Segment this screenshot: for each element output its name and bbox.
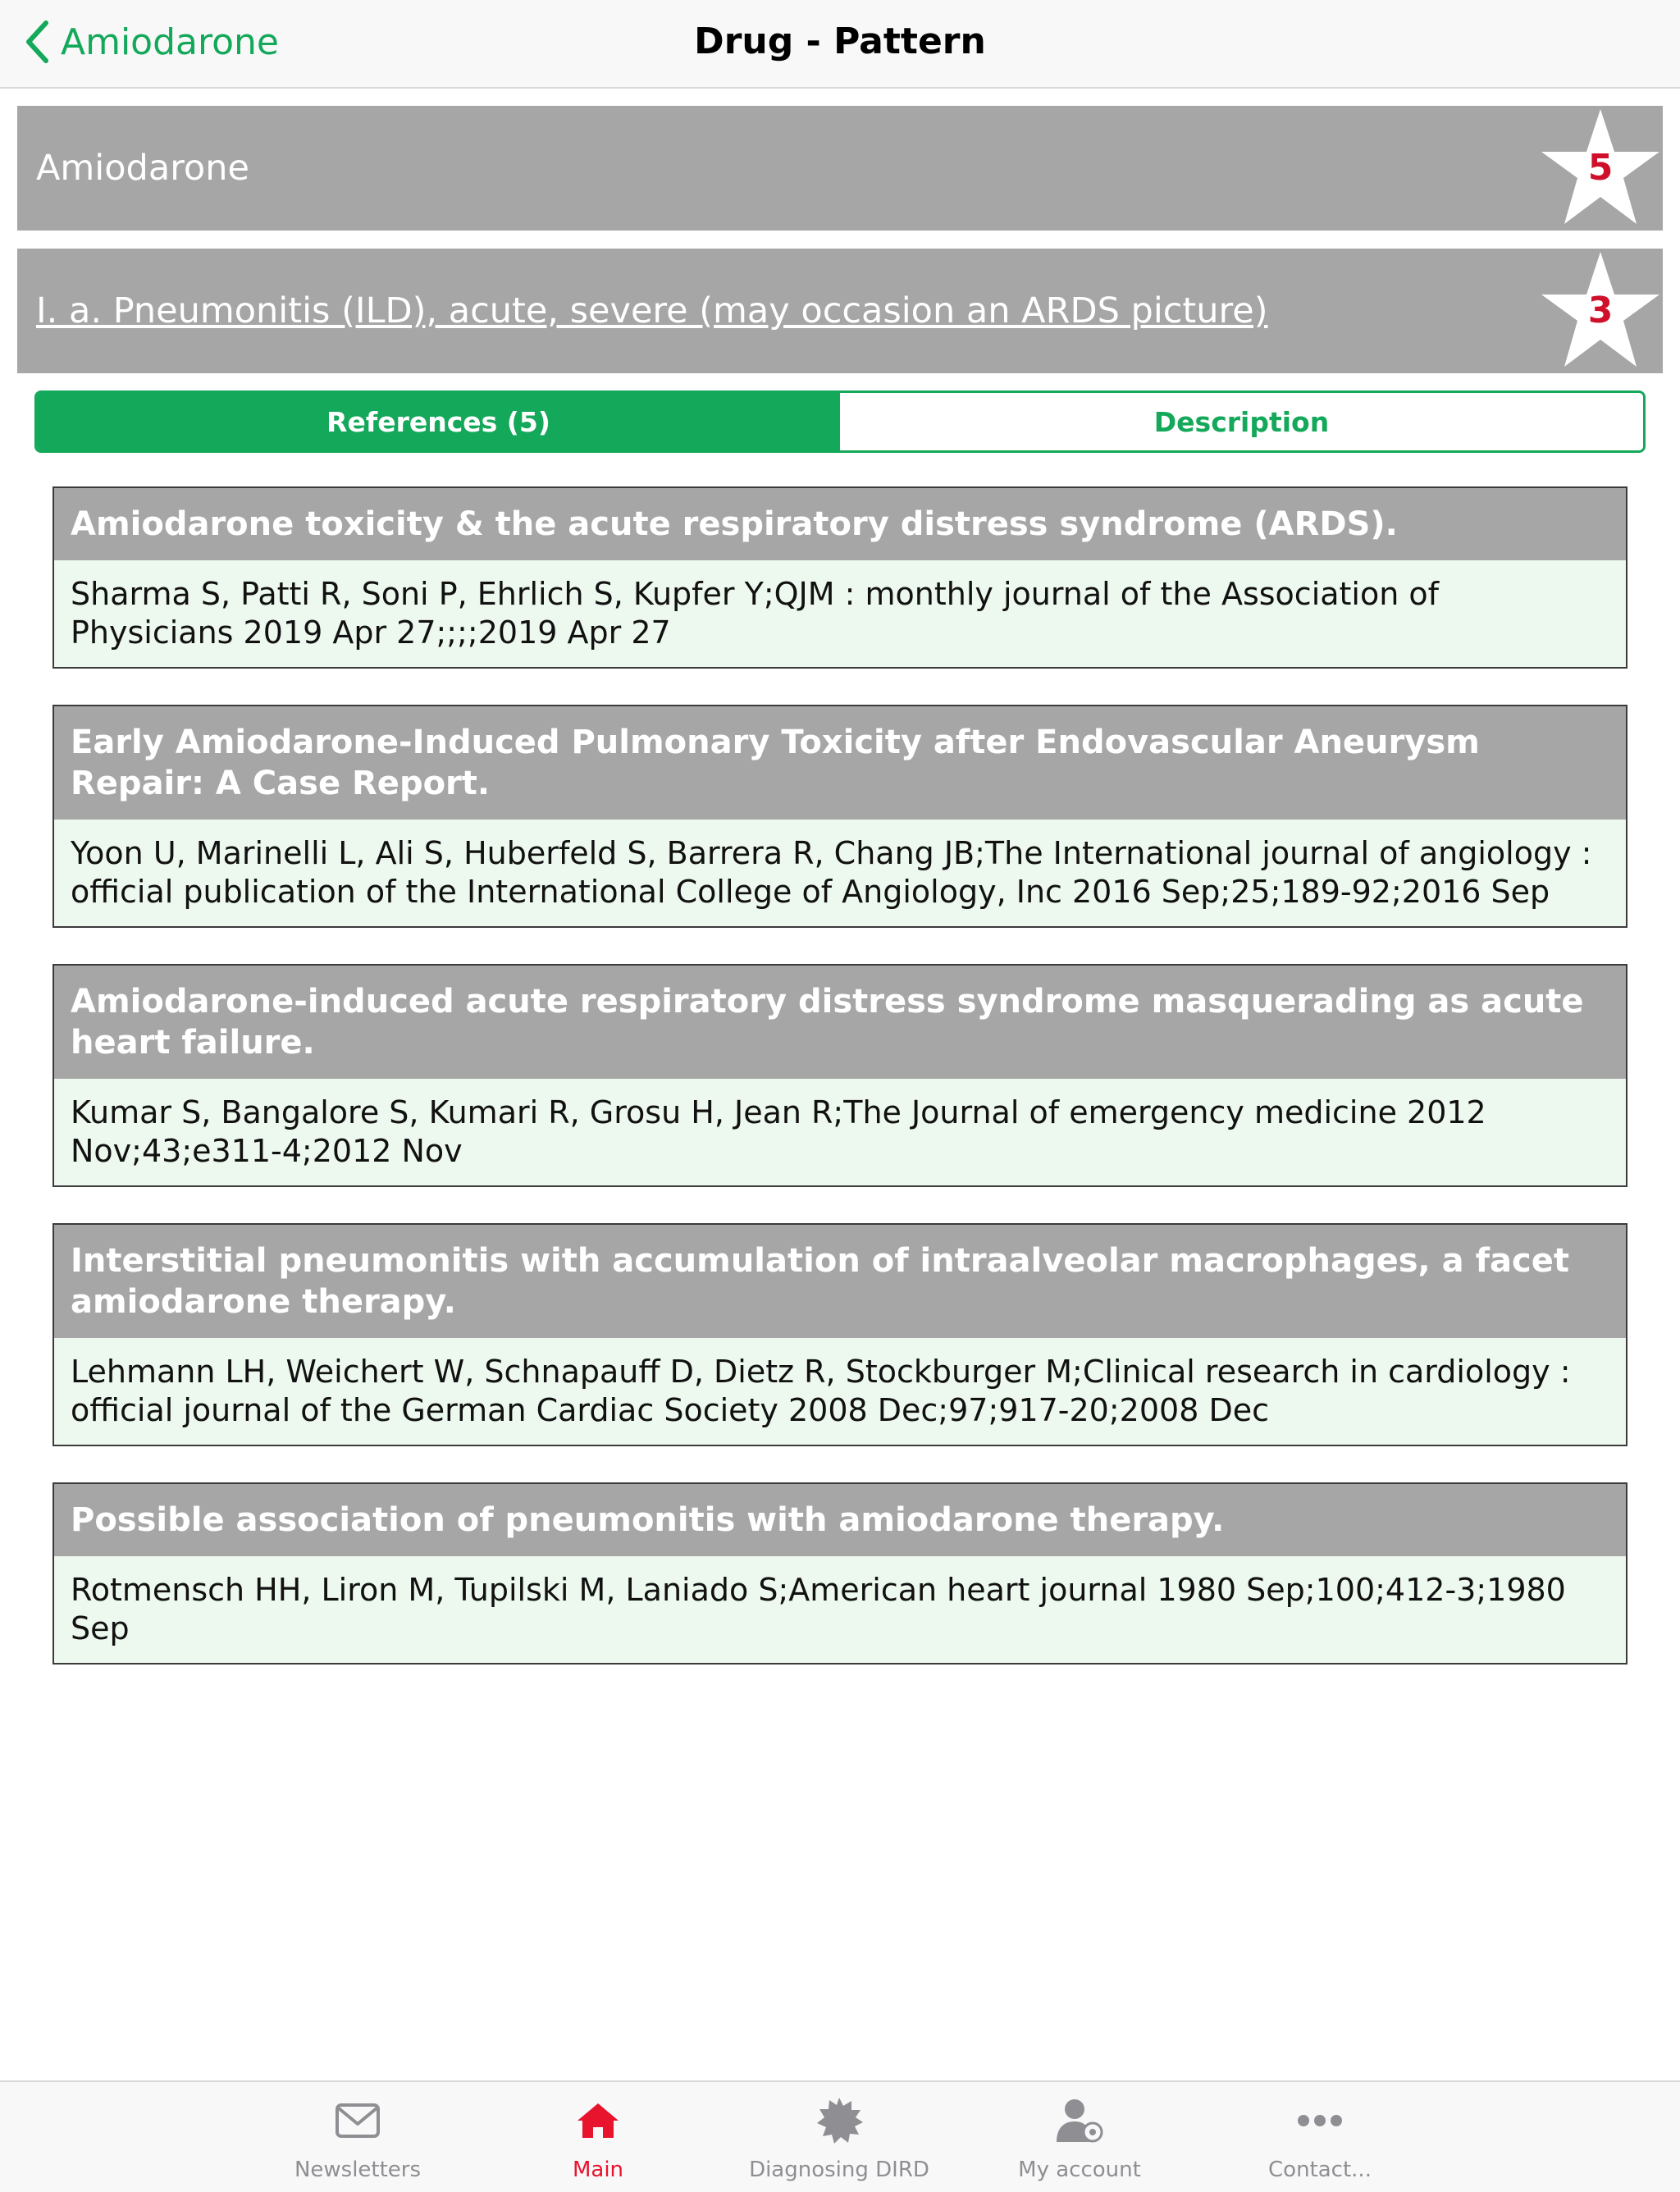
pattern-rating-value: 3	[1587, 290, 1614, 331]
gear-badge-icon	[741, 2098, 938, 2143]
reference-citation: Kumar S, Bangalore S, Kumari R, Grosu H, Jean R;The Journal of emergency medicine 2012 Nov;43;e311-4;2012 Nov	[54, 1079, 1626, 1185]
reference-card[interactable]	[52, 1223, 1628, 1446]
reference-citation: Lehmann LH, Weichert W, Schnapauff D, Dietz R, Stockburger M;Clinical research in cardiology : official journal of the German Cardiac Society 2008 Dec;97;917-20;2008 Dec	[54, 1338, 1626, 1445]
page-title: Drug - Pattern	[694, 21, 986, 62]
back-button-label: Amiodarone	[61, 21, 279, 63]
tab-newsletters[interactable]	[259, 2082, 456, 2192]
reference-title: Amiodarone toxicity & the acute respiratory distress syndrome (ARDS).	[54, 488, 1626, 560]
drug-header	[17, 106, 1663, 231]
reference-card[interactable]	[52, 705, 1628, 928]
drug-rating-star	[1538, 106, 1663, 231]
tab-description[interactable]: Description	[840, 393, 1643, 450]
envelope-icon	[259, 2098, 456, 2143]
pattern-link[interactable]: I. a. Pneumonitis (ILD), acute, severe (may occasion an ARDS picture)	[36, 290, 1268, 331]
reference-title: Possible association of pneumonitis with amiodarone therapy.	[54, 1484, 1626, 1556]
reference-card[interactable]	[52, 1482, 1628, 1665]
segmented-control	[34, 390, 1646, 453]
navigation-bar	[0, 0, 1680, 89]
tab-label: Main	[572, 2158, 624, 2182]
tab-label: Newsletters	[294, 2158, 422, 2182]
reference-card[interactable]	[52, 486, 1628, 669]
tab-label: Diagnosing DIRD	[749, 2158, 929, 2182]
reference-citation: Yoon U, Marinelli L, Ali S, Huberfeld S, Barrera R, Chang JB;The International journal of angiology : official publication of the International College of Angiology, Inc 2016 Sep;25;189-92;2016 Sep	[54, 820, 1626, 926]
reference-citation: Rotmensch HH, Liron M, Tupilski M, Laniado S;American heart journal 1980 Sep;100;412-3;1980 Sep	[54, 1556, 1626, 1663]
tab-bar	[0, 2080, 1680, 2192]
more-dots-icon	[1221, 2098, 1418, 2143]
reference-card[interactable]	[52, 964, 1628, 1187]
pattern-rating-star	[1538, 249, 1663, 373]
tab-references[interactable]: References (5)	[37, 393, 840, 450]
home-icon	[500, 2098, 696, 2143]
reference-title: Amiodarone-induced acute respiratory distress syndrome masquerading as acute heart failure.	[54, 966, 1626, 1079]
tab-diagnosing-dird[interactable]	[741, 2082, 938, 2192]
reference-title: Early Amiodarone-Induced Pulmonary Toxicity after Endovascular Aneurysm Repair: A Case Report.	[54, 706, 1626, 820]
user-icon	[981, 2098, 1178, 2143]
tab-label: My account	[1018, 2158, 1141, 2182]
drug-name: Amiodarone	[36, 148, 249, 189]
reference-citation: Sharma S, Patti R, Soni P, Ehrlich S, Kupfer Y;QJM : monthly journal of the Association of Physicians 2019 Apr 27;;;;2019 Apr 27	[54, 560, 1626, 667]
tab-label: Contact...	[1268, 2158, 1372, 2182]
tab-main[interactable]	[500, 2082, 696, 2192]
tab-contact[interactable]	[1221, 2082, 1418, 2192]
pattern-header	[17, 249, 1663, 373]
tab-my-account[interactable]	[981, 2082, 1178, 2192]
references-list	[52, 486, 1628, 1701]
reference-title: Interstitial pneumonitis with accumulation of intraalveolar macrophages, a facet amiodarone therapy.	[54, 1225, 1626, 1338]
drug-rating-value: 5	[1587, 147, 1614, 189]
